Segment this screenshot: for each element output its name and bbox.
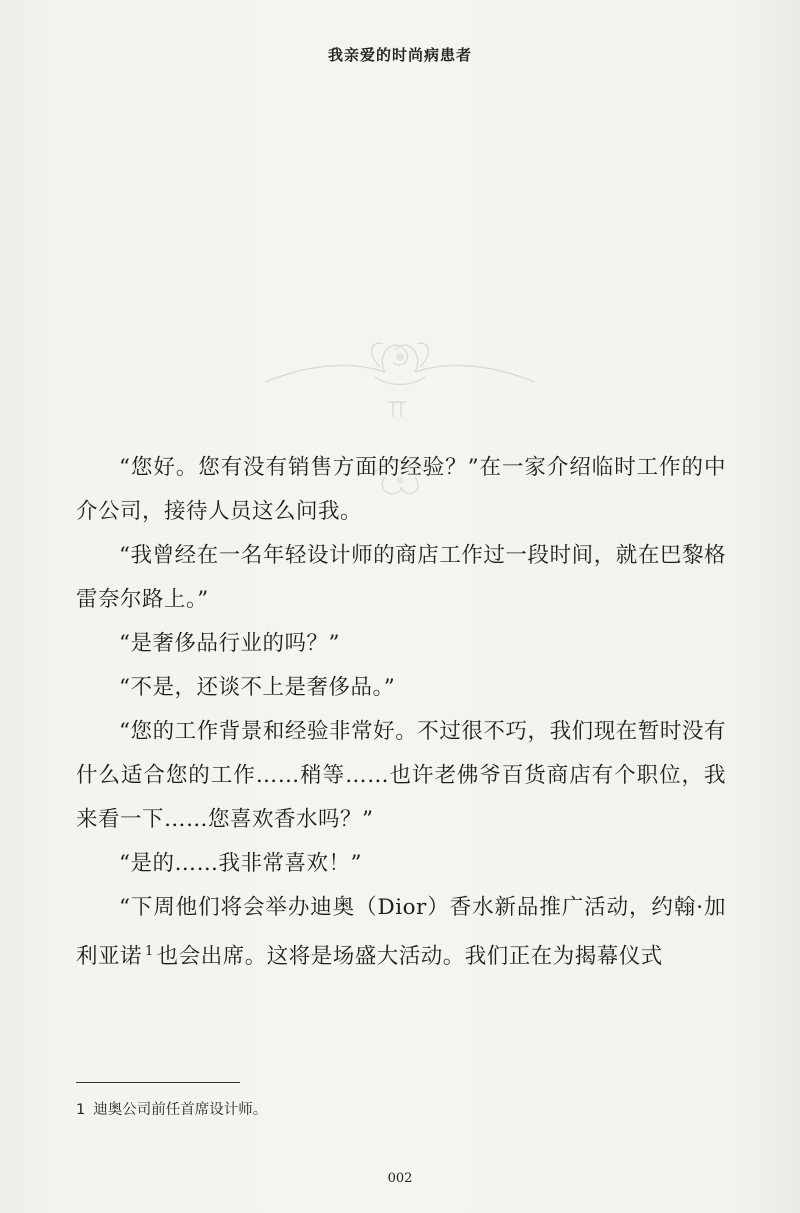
footnote-marker[interactable]: 1	[145, 944, 154, 959]
paragraph: “您的工作背景和经验非常好。不过很不巧，我们现在暂时没有什么适合您的工作……稍等……也许老佛爷百货商店有个职位，我来看一下……您喜欢香水吗？”	[76, 719, 726, 832]
footnote	[76, 1098, 267, 1119]
paragraph: “是奢侈品行业的吗？”	[119, 631, 340, 656]
paragraph-text-before-marker: “下周他们将会举办迪奥（Dior）香水新品推广活动，约翰·加利亚诺	[76, 895, 726, 969]
footnote-text: 迪奥公司前任首席设计师。	[93, 1102, 268, 1118]
paragraph-with-footnote	[76, 886, 726, 979]
footnote-divider	[76, 1082, 240, 1083]
paragraph: “是的……我非常喜欢！”	[119, 851, 362, 876]
paragraph: “您好。您有没有销售方面的经验？”在一家介绍临时工作的中介公司，接待人员这么问我。	[76, 455, 726, 524]
footnote-number: 1	[76, 1102, 86, 1118]
body-text	[76, 446, 726, 979]
paragraph-text-after-marker: 也会出席。这将是场盛大活动。我们正在为揭幕仪式	[156, 944, 663, 969]
paragraph: “不是，还谈不上是奢侈品。”	[119, 675, 396, 700]
paragraph: “我曾经在一名年轻设计师的商店工作过一段时间，就在巴黎格雷奈尔路上。”	[76, 543, 726, 612]
page-number: 002	[387, 1171, 413, 1186]
running-head: 我亲爱的时尚病患者	[327, 46, 472, 64]
